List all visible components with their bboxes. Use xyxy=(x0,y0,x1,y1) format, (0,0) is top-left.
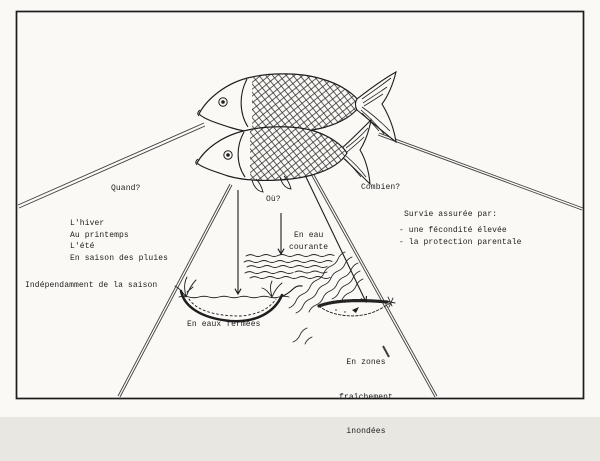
running-water-label-line1: En eau xyxy=(294,231,324,240)
season-item: Au printemps xyxy=(70,231,129,240)
flooded-zones-line2: fraîchement xyxy=(339,392,393,402)
season-item: L'été xyxy=(70,242,95,251)
flooded-zone-illustration xyxy=(289,252,395,344)
independent-of-season-label: Indépendamment de la saison xyxy=(25,281,158,290)
survival-item: - la protection parentale xyxy=(399,238,522,247)
figure-frame xyxy=(17,12,584,399)
survival-title: Survie assurée par: xyxy=(404,210,498,219)
lower-fish xyxy=(196,120,371,192)
flooded-zones-line3: inondées xyxy=(346,427,386,436)
closed-waters-label: En eaux fermées xyxy=(187,320,261,329)
season-item: L'hiver xyxy=(70,219,105,228)
flooded-zones-line1: En zones xyxy=(346,358,386,367)
running-water-waves-illustration xyxy=(244,255,334,279)
question-where-label: Où? xyxy=(266,195,281,204)
season-item: En saison des pluies xyxy=(70,254,169,263)
survival-item: - une fécondité élevée xyxy=(399,226,507,235)
question-when-label: Quand? xyxy=(111,184,141,193)
connector-how-many xyxy=(378,133,583,210)
running-water-label-line2: courante xyxy=(289,243,329,252)
question-how-many-label: Combien? xyxy=(361,183,401,192)
fish-pair-illustration xyxy=(196,68,396,192)
connector-when xyxy=(18,123,205,208)
flooded-zones-label xyxy=(327,334,405,461)
